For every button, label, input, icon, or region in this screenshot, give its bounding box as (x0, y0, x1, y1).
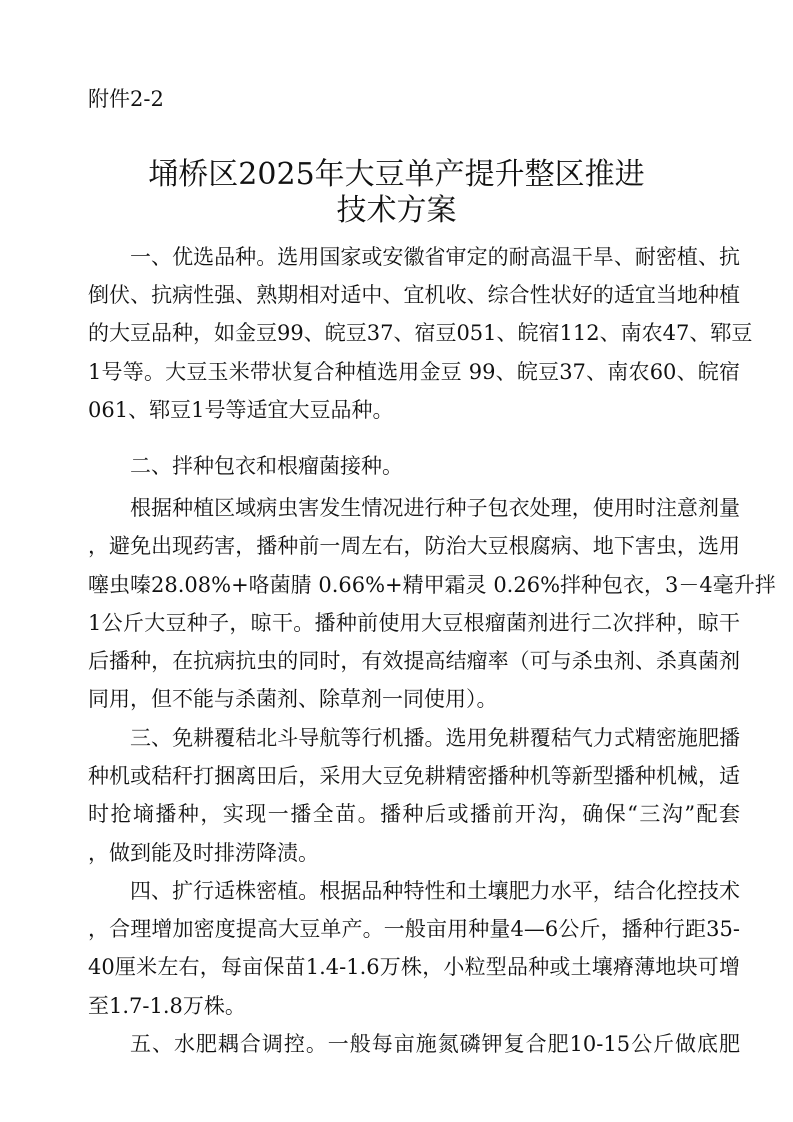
paragraph-line: 三、免耕覆秸北斗导航等行机播。选用免耕覆秸气力式精密施肥播 (130, 726, 740, 750)
paragraph-line: 061、郓豆1号等适宜大豆品种。 (88, 398, 394, 422)
paragraph-line: 40厘米左右，每亩保苗1.4-1.6万株，小粒型品种或土壤瘠薄地块可增 (88, 955, 740, 979)
paragraph-line: 后播种，在抗病抗虫的同时，有效提高结瘤率（可与杀虫剂、杀真菌剂 (88, 649, 740, 673)
paragraph-line: 根据种植区域病虫害发生情况进行种子包衣处理，使用时注意剂量 (130, 496, 740, 520)
paragraph-line: 的大豆品种，如金豆99、皖豆37、宿豆051、皖宿112、南农47、郓豆 (88, 321, 753, 345)
paragraph-line: 时抢墒播种，实现一播全苗。播种后或播前开沟，确保“三沟”配套 (88, 802, 740, 826)
paragraph-line: 噻虫嗪28.08%+咯菌腈 0.66%+精甲霜灵 0.26%拌种包衣，3－4毫升拌 (88, 573, 776, 597)
paragraph-line: 1号等。大豆玉米带状复合种植选用金豆 99、皖豆37、南农60、皖宿 (88, 360, 740, 384)
paragraph-line: 五、水肥耦合调控。一般每亩施氮磷钾复合肥10-15公斤做底肥 (130, 1032, 740, 1056)
paragraph-line: 至1.7-1.8万株。 (88, 994, 246, 1018)
attachment-label: 附件2-2 (88, 87, 164, 111)
paragraph-line: 一、优选品种。选用国家或安徽省审定的耐高温干旱、耐密植、抗 (130, 245, 740, 269)
paragraph-line: 种机或秸秆打捆离田后，采用大豆免耕精密播种机等新型播种机械，适 (88, 764, 740, 788)
paragraph-line: 四、扩行适株密植。根据品种特性和土壤肥力水平，结合化控技术 (130, 879, 740, 903)
paragraph-line: 1公斤大豆种子，晾干。播种前使用大豆根瘤菌剂进行二次拌种，晾干 (88, 611, 740, 635)
document-title-line-1: 埇桥区2025年大豆单产提升整区推进 (148, 157, 645, 192)
paragraph-line: ，做到能及时排涝降渍。 (88, 841, 319, 865)
document-title-line-2: 技术方案 (336, 193, 457, 228)
paragraph-line: 同用，但不能与杀菌剂、除草剂一同使用）。 (88, 687, 498, 711)
section-heading: 二、拌种包衣和根瘤菌接种。 (130, 454, 403, 478)
paragraph-line: ，合理增加密度提高大豆单产。一般亩用种量4—6公斤，播种行距35- (88, 917, 740, 941)
paragraph-line: 倒伏、抗病性强、熟期相对适中、宜机收、综合性状好的适宜当地种植 (88, 283, 740, 307)
paragraph-line: ，避免出现药害，播种前一周左右，防治大豆根腐病、地下害虫，选用 (88, 534, 740, 558)
